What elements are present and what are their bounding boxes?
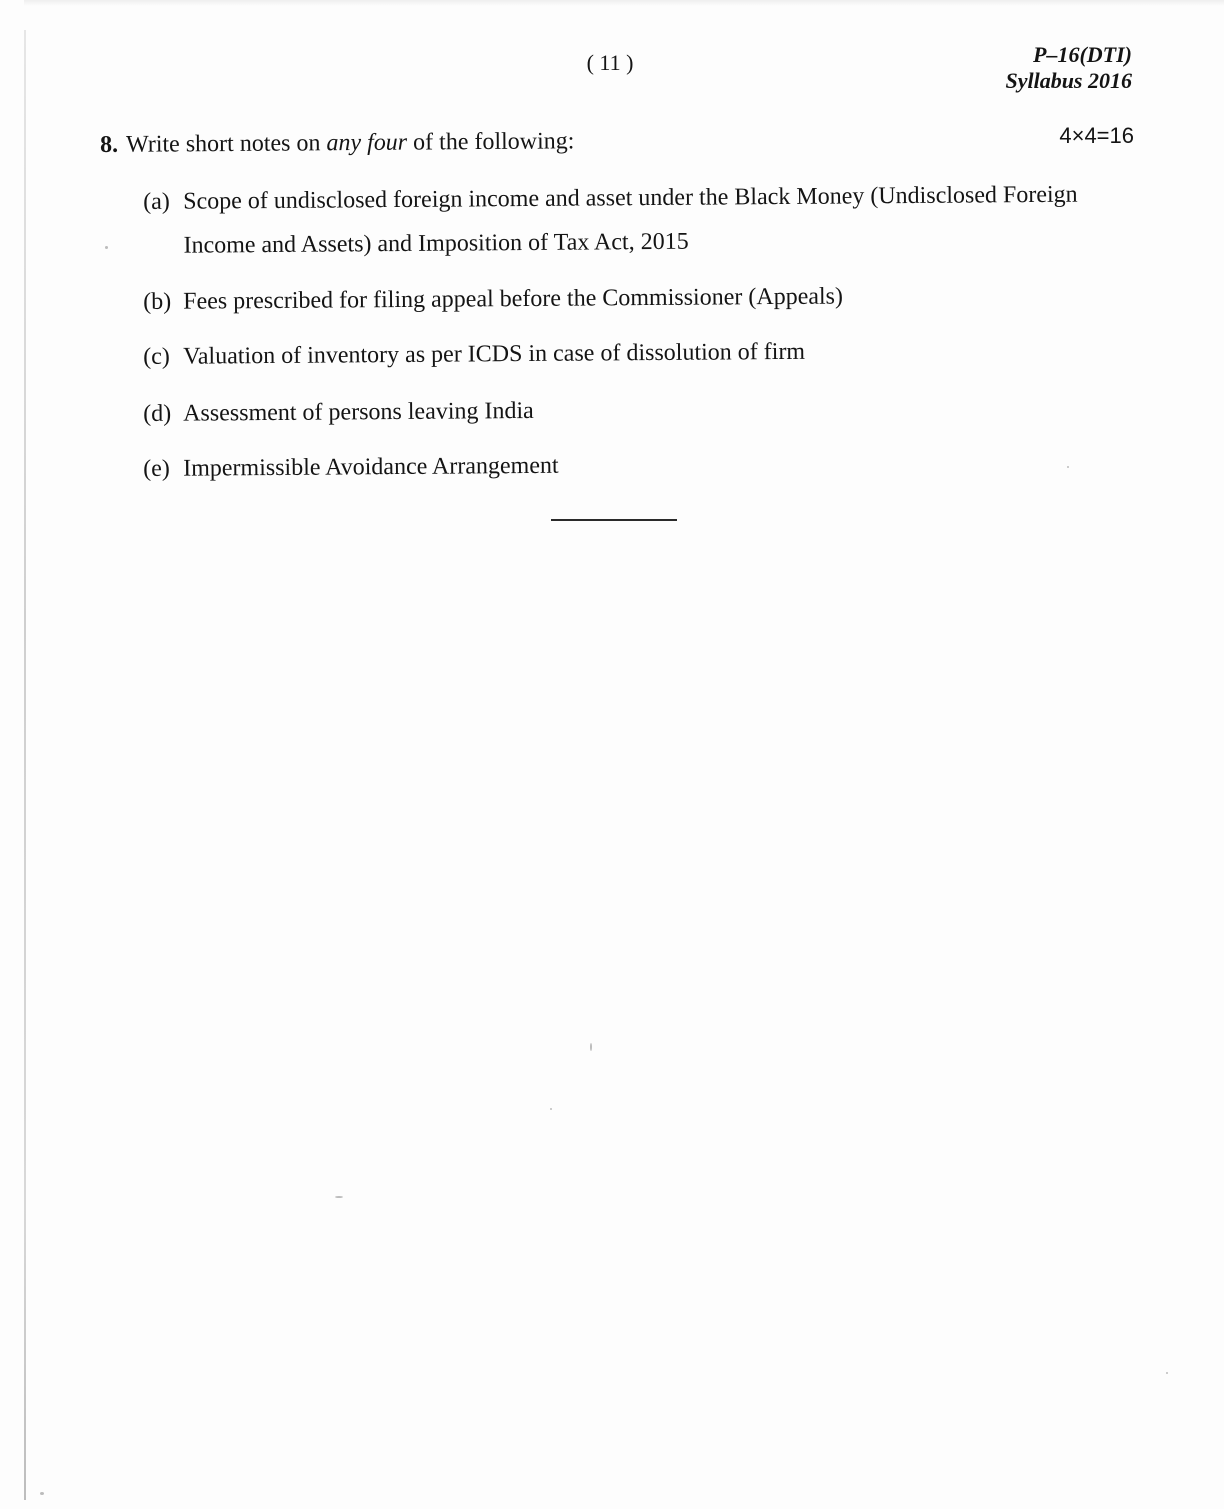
- question-prefix: Write short notes on: [125, 130, 327, 158]
- paper-code: P–16(DTI): [1033, 42, 1132, 67]
- page-number: ( 11 ): [586, 50, 634, 75]
- item-label: (d): [143, 400, 172, 427]
- scan-speck: [105, 246, 108, 249]
- item-text: Fees prescribed for filing appeal before the Commissioner (Appeals): [183, 283, 844, 315]
- question-item-c: [143, 327, 1143, 379]
- question-item-d: [143, 384, 1143, 436]
- scan-speck: [335, 1196, 343, 1198]
- item-label: (b): [143, 288, 172, 315]
- paper-code-block: [1005, 42, 1132, 94]
- marks-allocation: 4×4=16: [1059, 123, 1134, 148]
- scan-speck: [1067, 466, 1069, 468]
- question-emphasis: any four: [326, 129, 408, 157]
- question-item-e: [143, 439, 1143, 491]
- question-heading: [100, 128, 575, 159]
- item-text: Impermissible Avoidance Arrangement: [183, 452, 559, 482]
- item-text: Valuation of inventory as per ICDS in case of dissolution of firm: [183, 338, 806, 370]
- question-item-b: [143, 272, 1143, 324]
- scan-shadow-top: [24, 0, 1224, 6]
- item-text: Assessment of persons leaving India: [183, 397, 534, 427]
- item-text-continued: Income and Assets) and Imposition of Tax Act, 2015: [183, 228, 689, 259]
- scan-speck: [550, 1108, 552, 1110]
- item-text: Scope of undisclosed foreign income and asset under the Black Money (Undisclosed Foreign: [183, 181, 1078, 215]
- question-number: 8.: [100, 131, 119, 158]
- question-item-a: [143, 172, 1144, 268]
- item-label: (e): [143, 455, 170, 482]
- item-label: (c): [143, 343, 170, 370]
- question-suffix: of the following:: [407, 128, 575, 156]
- end-of-paper-rule: [551, 519, 677, 521]
- item-label: (a): [143, 188, 170, 215]
- scan-speck: [40, 1492, 44, 1495]
- scan-edge-left: [24, 30, 26, 1500]
- syllabus-label: Syllabus 2016: [1005, 68, 1132, 93]
- scan-speck: [1166, 1372, 1168, 1374]
- scan-speck: [590, 1043, 592, 1051]
